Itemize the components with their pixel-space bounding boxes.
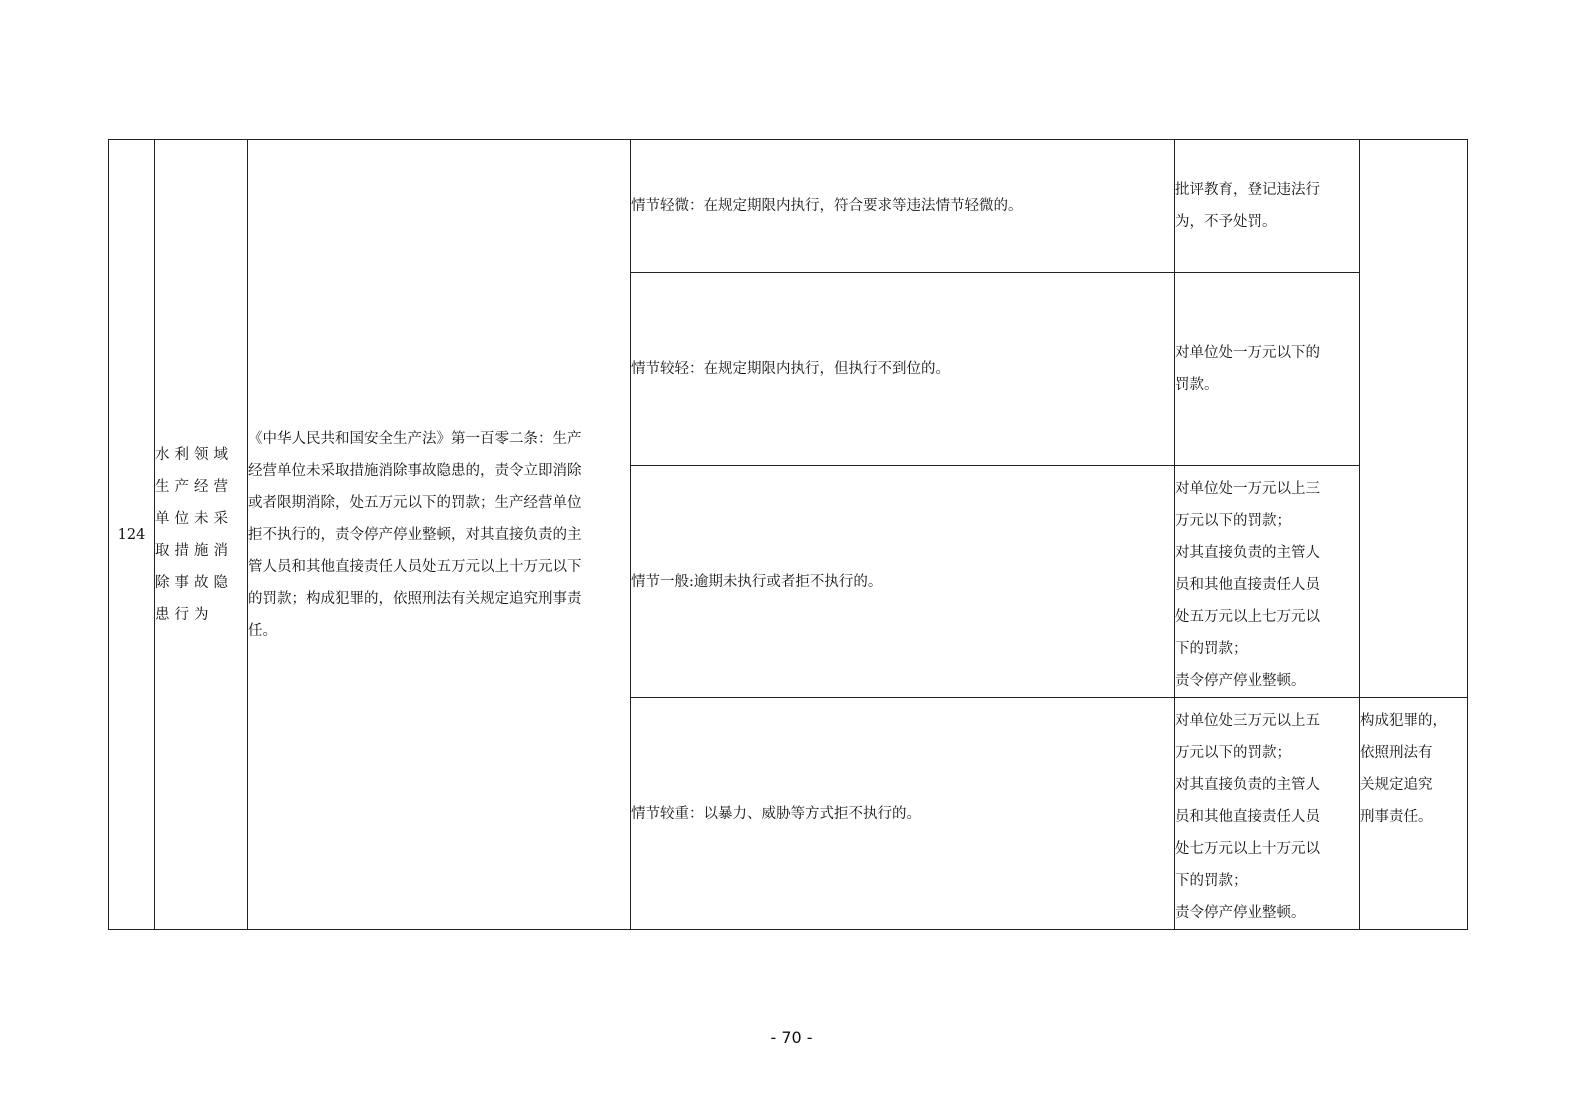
situation-light-cell: 情节较轻：在规定期限内执行，但执行不到位的。: [631, 273, 1175, 466]
legal-basis-cell: 《中华人民共和国安全生产法》第一百零二条：生产 经营单位未采取措施消除事故隐患的，责令立即消除 或者限期消除，处五万元以下的罚款；生产经营单位 拒不执行的，责令停产停业整顿，对其直接负责的主 管人员和其他直接责任人员处五万元以上十万元以下 的罚款；构成犯罪的，依照刑法有关规定追究刑事责 任。: [248, 140, 631, 930]
penalty-standard-table: [108, 139, 1468, 930]
table-row: [109, 140, 1468, 273]
note-empty-cell: [1360, 140, 1468, 698]
item-number-cell: 124: [109, 140, 155, 930]
violation-act-cell: 水利领域 生产经营 单位未采 取措施消 除事故隐 患行为: [155, 140, 248, 930]
situation-serious-cell: 情节较重：以暴力、威胁等方式拒不执行的。: [631, 698, 1175, 930]
page-number: - 70 -: [770, 1028, 813, 1047]
situation-general-cell: 情节一般:逾期未执行或者拒不执行的。: [631, 466, 1175, 698]
standard-general-cell: 对单位处一万元以上三 万元以下的罚款； 对其直接负责的主管人 员和其他直接责任人员 处五万元以上七万元以 下的罚款； 责令停产停业整顿。: [1175, 466, 1360, 698]
note-criminal-cell: 构成犯罪的， 依照刑法有 关规定追究 刑事责任。: [1360, 698, 1468, 930]
situation-minor-cell: 情节轻微：在规定期限内执行，符合要求等违法情节轻微的。: [631, 140, 1175, 273]
standard-serious-cell: 对单位处三万元以上五 万元以下的罚款； 对其直接负责的主管人 员和其他直接责任人员 处七万元以上十万元以 下的罚款； 责令停产停业整顿。: [1175, 698, 1360, 930]
standard-light-cell: 对单位处一万元以下的 罚款。: [1175, 273, 1360, 466]
standard-minor-cell: 批评教育，登记违法行 为，不予处罚。: [1175, 140, 1360, 273]
